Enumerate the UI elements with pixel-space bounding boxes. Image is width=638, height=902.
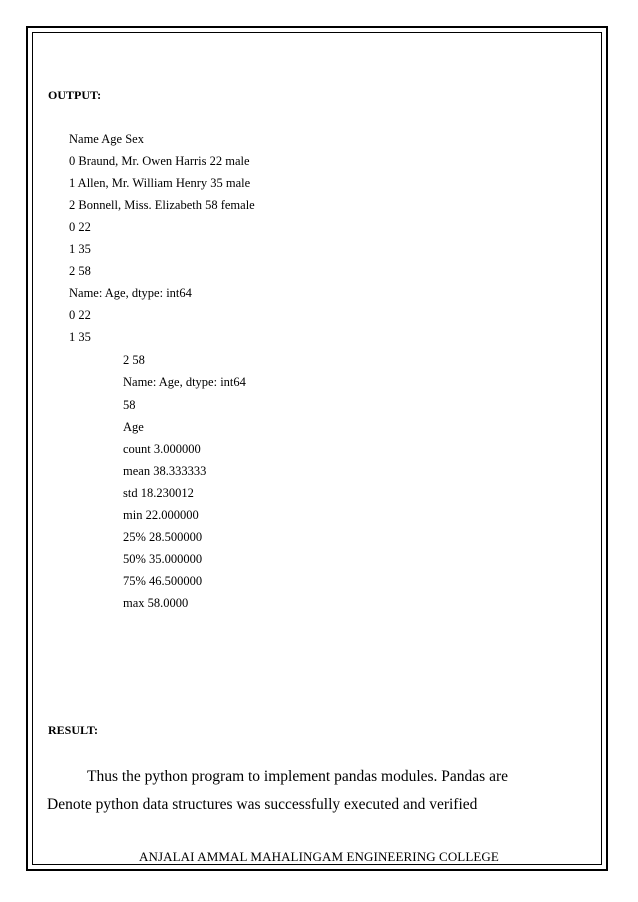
output-line: count 3.000000 [123,442,201,456]
output-line: 1 35 [69,242,91,256]
output-line: Age [123,420,144,434]
output-line: min 22.000000 [123,508,199,522]
result-heading: RESULT: [48,723,99,737]
output-line: 75% 46.500000 [123,574,203,588]
output-line: mean 38.333333 [123,464,207,478]
output-line: 58 [123,398,136,412]
footer-college-name: ANJALAI AMMAL MAHALINGAM ENGINEERING COLLEGE [139,849,499,864]
result-line-2: Denote python data structures was successfully executed and verified [47,796,478,813]
output-line: 1 Allen, Mr. William Henry 35 male [69,176,251,190]
output-line: Name: Age, dtype: int64 [123,375,246,389]
output-line: 0 22 [69,220,91,234]
output-line: Name: Age, dtype: int64 [69,286,192,300]
output-line: 2 58 [69,264,91,278]
output-line: 0 22 [69,308,91,322]
output-line: max 58.0000 [123,596,189,610]
result-line-1: Thus the python program to implement pandas modules. Pandas are [87,768,508,785]
output-line: Name Age Sex [69,132,144,146]
output-line: 0 Braund, Mr. Owen Harris 22 male [69,154,250,168]
output-line: 1 35 [69,330,91,344]
output-line: 2 58 [123,353,145,367]
output-line: 50% 35.000000 [123,552,203,566]
output-line: 2 Bonnell, Miss. Elizabeth 58 female [69,198,255,212]
output-line: std 18.230012 [123,486,194,500]
output-heading: OUTPUT: [48,88,102,102]
output-line: 25% 28.500000 [123,530,203,544]
